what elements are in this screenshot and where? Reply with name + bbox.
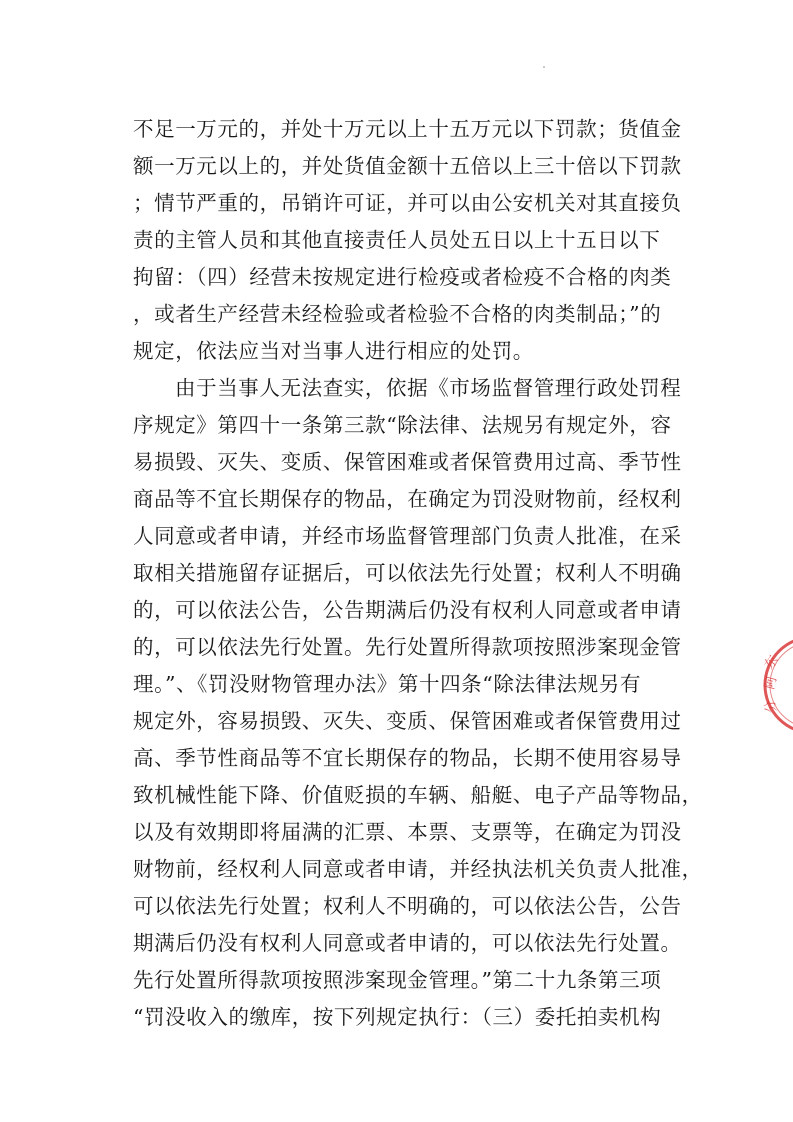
text-line: 不足一万元的，并处十万元以上十五万元以下罚款；货值金 (133, 117, 682, 141)
text-line: 先行处置所得款项按照涉案现金管理。”第二十九条第三项 (133, 968, 662, 992)
text-line: 责的主管人员和其他直接责任人员处五日以上十五日以下 (133, 228, 661, 252)
official-seal-icon (758, 630, 793, 740)
svg-text:东: 东 (761, 653, 782, 673)
text-line: 高、季节性商品等不宜长期保存的物品，长期不使用容易导 (133, 746, 682, 770)
text-line: 额一万元以上的，并处货值金额十五倍以上三十倍以下罚款 (133, 154, 682, 178)
paragraph-start-line: 由于当事人无法查实，依据《市场监督管理行政处罚程 (175, 376, 682, 400)
text-line: ，或者生产经营未经检验或者检验不合格的肉类制品；”的 (133, 302, 662, 326)
text-line: 规定，依法应当对当事人进行相应的处罚。 (133, 339, 534, 363)
text-line: 期满后仍没有权利人同意或者申请的，可以依法先行处置。 (133, 931, 682, 955)
text-line: 规定外，容易损毁、灭失、变质、保管困难或者保管费用过 (133, 709, 682, 733)
text-line: ；情节严重的，吊销许可证，并可以由公安机关对其直接负 (133, 191, 682, 215)
svg-text:分: 分 (762, 698, 780, 714)
text-line: 取相关措施留存证据后，可以依法先行处置；权利人不明确 (133, 561, 682, 585)
scan-speck (543, 66, 545, 68)
text-line: 拘留：（四）经营未按规定进行检疫或者检疫不合格的肉类 (133, 265, 672, 289)
text-line: “罚没收入的缴库，按下列规定执行：（三）委托拍卖机构 (133, 1005, 662, 1029)
text-line: 可以依法先行处置；权利人不明确的，可以依法公告，公告 (133, 894, 682, 918)
text-line: 理。”、《罚没财物管理办法》第十四条“除法律法规另有 (133, 672, 642, 696)
text-line: 序规定》第四十一条第三款“除法律、法规另有规定外，容 (133, 413, 672, 437)
svg-text:阿: 阿 (762, 674, 781, 692)
text-line: 致机械性能下降、价值贬损的车辆、船艇、电子产品等物品， (133, 783, 703, 807)
text-line: 财物前，经权利人同意或者申请，并经执法机关负责人批准， (133, 857, 703, 881)
text-line: 商品等不宜长期保存的物品，在确定为罚没财物前，经权利 (133, 487, 682, 511)
text-line: 人同意或者申请，并经市场监督管理部门负责人批准，在采 (133, 524, 682, 548)
text-line: 的，可以依法先行处置。先行处置所得款项按照涉案现金管 (133, 635, 682, 659)
text-line: 易损毁、灭失、变质、保管困难或者保管费用过高、季节性 (133, 450, 682, 474)
text-line: 的，可以依法公告，公告期满后仍没有权利人同意或者申请 (133, 598, 682, 622)
text-line: 以及有效期即将届满的汇票、本票、支票等，在确定为罚没 (133, 820, 682, 844)
